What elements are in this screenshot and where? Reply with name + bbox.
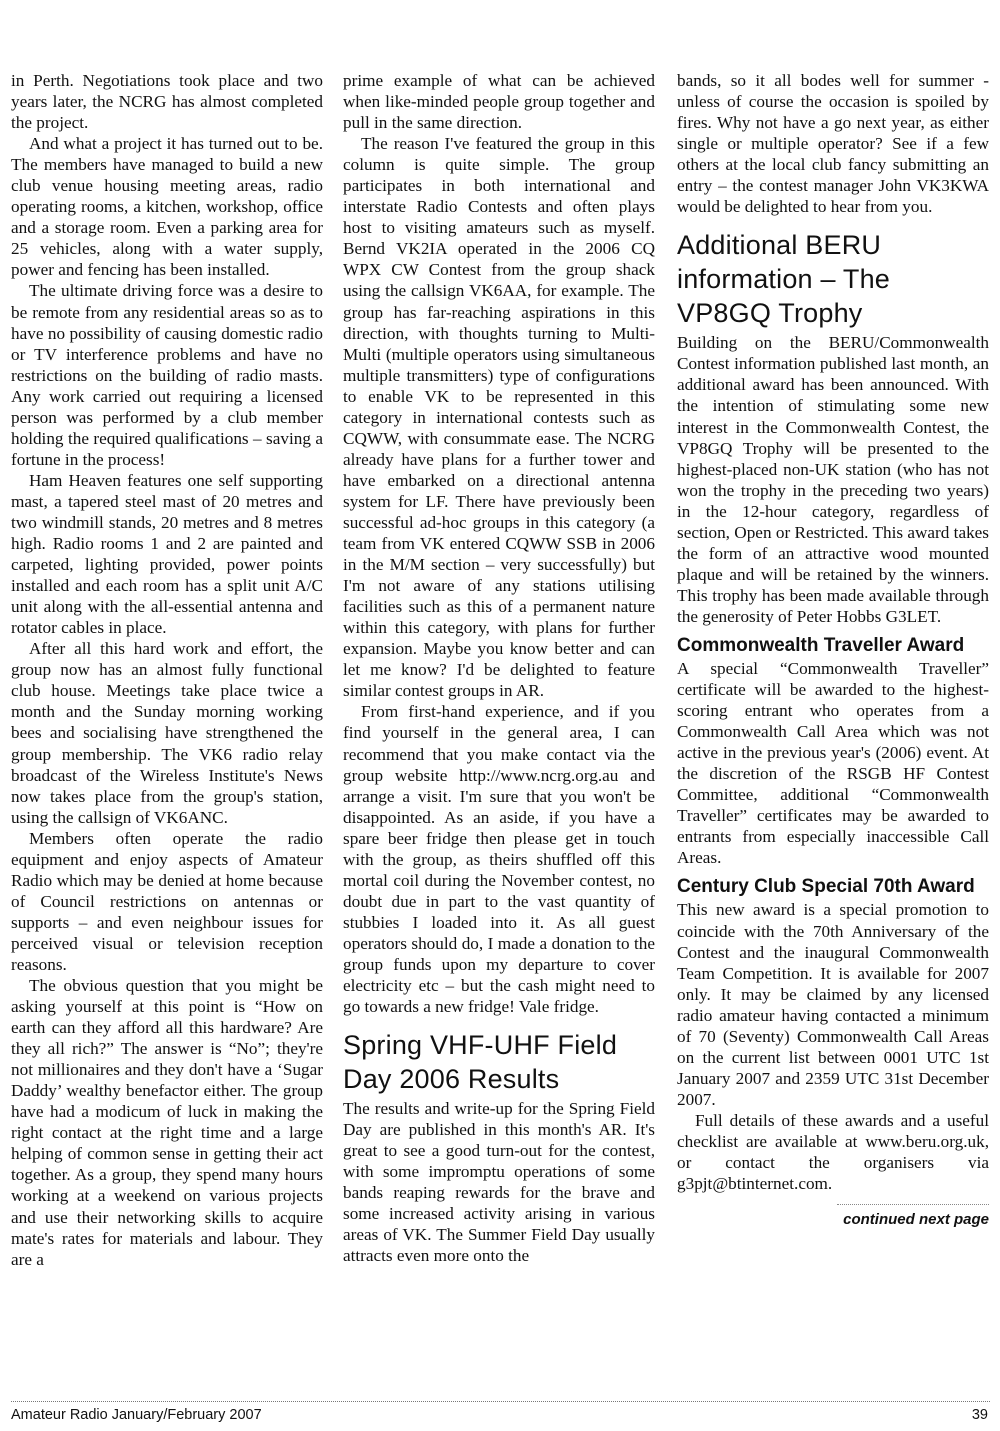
column-1 [11,70,323,1270]
paragraph: And what a project it has turned out to be. The members have managed to build a new club venue housing meeting areas, radio operating rooms, a kitchen, workshop, office and a storage room. Even a parking area for 25 vehicles, along with a water supply, power and fencing has been installed. [11,134,323,280]
paragraph: Full details of these awards and a useful checklist are available at www.beru.org.uk, or contact the organisers via g3pjt@btinternet.com. [677,1110,989,1194]
page-number: 39 [971,1407,988,1423]
paragraph: The results and write-up for the Spring Field Day are published in this month's AR. It's great to see a good turn-out for the contest, with some impromptu operations of some bands reaping rewards for the brave and some increased activity arising in various areas of VK. The Summer Field Day usually attracts even more onto the [343,1099,655,1266]
paragraph: This new award is a special promotion to coincide with the 70th Anniversary of the Contest and the inaugural Commonwealth Team Competition. It is available for 2007 only. It may be claimed by any licensed radio amateur having contacted a minimum of 70 (Seventy) Commonwealth Call Areas on the current list between 0001 UTC 1st January 2007 and 2359 UTC 31st December 2007. [677,900,989,1109]
column-2 [343,70,655,1266]
paragraph: prime example of what can be achieved when like-minded people group together and pull in the same direction. [343,71,655,133]
section-heading-beru: Additional BERU information – The VP8GQ Trophy [677,230,891,329]
divider [837,1204,989,1205]
paragraph: A special “Commonwealth Traveller” certificate will be awarded to the highest-scoring entrant who operates from a Commonwealth Call Area which was not active in the previous year's (2006) event. At the discretion of the RSGB HF Contest Committee, additional “Commonwealth Traveller” certificates may be awarded to entrants from especially inaccessible Call Areas. [677,658,989,868]
paragraph: From first-hand experience, and if you find yourself in the general area, I can recommend that you make contact via the group website http://www.ncrg.org.au and arrange a visit. I'm sure that you won't be disappointed. As an aside, if you have a spare beer fridge then please get in touch with the group, as theirs shuffled off this mortal coil during the November contest, no doubt due in part to the vast quantity of stubbies I loaded into it. As all guest operators should do, I made a donation to the group funds upon my departure to cover electricity etc – but the cash might need to go towards a new fridge! Vale fridge. [343,702,655,1017]
subheading-century-club: Century Club Special 70th Award [677,876,975,898]
paragraph: Building on the BERU/Commonwealth Contest information published last month, an additional award has been announced. With the intention of stimulating some new interest in the Commonwealth Contest, the VP8GQ Trophy will be presented to the highest-placed non-UK station (who has not won the trophy in the preceding two years) in the 12-hour category, regardless of section, Open or Restricted. This award takes the form of an attractive wood mounted plaque and will be retained by the winners. This trophy has been made available through the generosity of Peter Hobbs G3LET. [677,333,989,626]
column-3 [677,70,989,1230]
paragraph: Ham Heaven features one self supporting mast, a tapered steel mast of 20 metres and two windmill stands, 20 metres and 8 metres high. Radio rooms 1 and 2 are painted and carpeted, lighting provided, power points installed and each room has a split unit A/C unit along with the all-essential antenna and rotator cables in place. [11,470,323,638]
footer-divider [11,1401,990,1402]
section-heading-spring-field-day: Spring VHF-UHF Field Day 2006 Results [343,1030,618,1095]
footer-publication: Amateur Radio January/February 2007 [11,1407,262,1423]
paragraph: Members often operate the radio equipment and enjoy aspects of Amateur Radio which may be denied at home because of Council restrictions on antennas or supports – and even neighbour issues for perceived visual or television reception reasons. [11,828,323,974]
paragraph: The reason I've featured the group in this column is quite simple. The group participates in both international and interstate Radio Contests and often plays host to visiting amateurs such as myself. Bernd VK2IA operated in the 2006 CQ WPX CW Contest from the group shack using the callsign VK6AA, for example. The group has far-reaching aspirations in this direction, with thoughts turning to Multi-Multi (multiple operators using simultaneous multiple transmitters) type of configurations to enable VK to be represented in this category in international contests such as CQWW, with consummate ease. The NCRG already have plans for a further tower and have embarked on a directional antenna system for LF. There have previously been successful ad-hoc groups in this category (a team from VK entered CQWW SSB in 2006 in the M/M section – very successfully) but I'm not aware of any stations utilising facilities such as this of a permanent nature within this category, with plans for further expansion. Maybe you know better and can let me know? I'd be delighted to feature similar contest groups in AR. [343,134,655,701]
subheading-commonwealth-traveller: Commonwealth Traveller Award [677,634,965,656]
continued-next-page: continued next page [843,1211,989,1229]
paragraph: bands, so it all bodes well for summer - unless of course the occasion is spoiled by fires. Why not have a go next year, as either single or multiple operator? See if a few others at the local club fancy submitting an entry – the contest manager John VK3KWA would be delighted to hear from you. [677,71,989,217]
paragraph: The ultimate driving force was a desire to be remote from any residential areas so as to have no possibility of causing domestic radio or TV interference problems and have no restrictions on the building of radio masts. Any work carried out requiring a licensed person was performed by a club member holding the required qualifications – saving a fortune in the process! [11,281,323,469]
paragraph: in Perth. Negotiations took place and two years later, the NCRG has almost completed the project. [11,71,323,133]
paragraph: The obvious question that you might be asking yourself at this point is “How on earth can they afford all this hardware? Are they all rich?” The answer is “No”; they're not millionaires and they don't have a ‘Sugar Daddy’ wealthy benefactor either. The group have had a modicum of luck in making the right contact at the right time and a large helping of common sense in getting their act together. As a group, they spend many hours working at a weekend on various projects and use their networking skills to acquire mate's rates for materials and labour. They are a [11,976,323,1269]
paragraph: After all this hard work and effort, the group now has an almost fully functional club house. Meetings take place twice a month and the Sunday morning working bees and socialising have strengthened the group membership. The VK6 radio relay broadcast of the Wireless Institute's News now takes place from the group's station, using the callsign of VK6ANC. [11,639,323,827]
